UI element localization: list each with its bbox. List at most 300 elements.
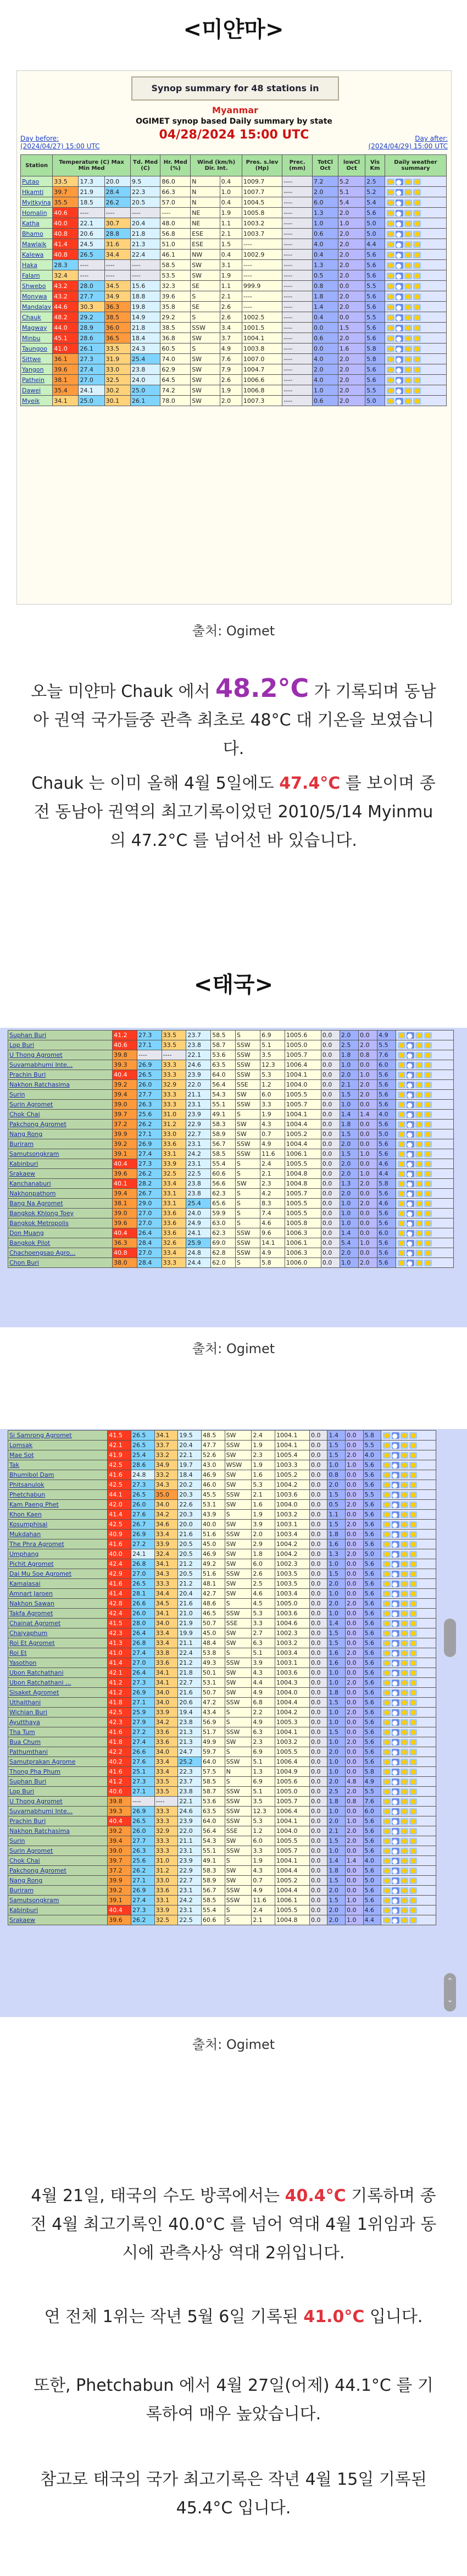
station-link[interactable]: Si Samrong Agromet [8, 1431, 108, 1441]
visibility-cell: 5.5 [363, 1787, 381, 1797]
weather-summary-cell [381, 1846, 436, 1856]
table-row [8, 1807, 436, 1816]
sun-icon [401, 1749, 408, 1755]
temp-med-cell: 33.4 [162, 1179, 186, 1189]
dewpoint-cell: 20.5 [178, 1569, 202, 1579]
sun-icon [401, 1769, 408, 1775]
temp-min-cell: 27.3 [137, 1031, 162, 1040]
temp-med-cell: 32.6 [162, 1238, 186, 1248]
precip-cell: 0.0 [309, 1836, 327, 1846]
station-link[interactable]: U Thong Agromet [8, 1797, 108, 1807]
station-link[interactable]: Samutsongkram [8, 1149, 113, 1159]
humidity-cell: 46.5 [201, 1609, 225, 1619]
scroll-handle-upper[interactable] [444, 1619, 456, 1657]
station-link[interactable]: Takfa Agromet [8, 1609, 108, 1619]
pressure-cell: 1006.3 [285, 1248, 321, 1258]
sun-icon [424, 1190, 432, 1197]
station-link[interactable]: Chainat Agromet [8, 1619, 108, 1628]
weather-summary-cell [396, 1050, 454, 1060]
wind-dir-cell: S [225, 1856, 252, 1866]
station-link[interactable]: Nang Rong [8, 1876, 108, 1886]
station-link[interactable]: Prachin Buri [8, 1816, 108, 1826]
station-link[interactable]: Hkamti [21, 187, 53, 197]
chevron-down-icon[interactable]: ⌄ [447, 1996, 453, 2004]
station-link[interactable]: Tak [8, 1460, 108, 1470]
sun-icon [409, 1788, 417, 1795]
total-cloud-cell: 1.0 [313, 218, 338, 229]
station-link[interactable]: Pakchong Agromet [8, 1120, 113, 1129]
visibility-cell: 6.0 [377, 1228, 396, 1238]
station-link[interactable]: Bangkok Khlong Toey [8, 1209, 113, 1218]
humidity-cell: 56.7 [201, 1886, 225, 1896]
weather-summary-cell [385, 218, 446, 229]
total-cloud-cell: 1.0 [340, 1060, 358, 1070]
station-link[interactable]: Buriram [8, 1139, 113, 1149]
humidity-cell: 53.6 [211, 1050, 236, 1060]
total-cloud-cell: 4.0 [313, 354, 338, 364]
humidity-cell: 58.7 [211, 1040, 236, 1050]
station-link[interactable]: Suphan Buri [8, 1031, 113, 1040]
cloud-sun-icon [396, 283, 403, 290]
sun-icon [398, 1111, 405, 1118]
weather-summary-cell [381, 1589, 436, 1599]
temp-med-cell: 36.0 [104, 323, 130, 333]
visibility-cell: 7.6 [377, 1050, 396, 1060]
cloud-sun-icon [407, 1181, 414, 1187]
temp-min-cell: 26.0 [131, 1826, 154, 1836]
station-link[interactable]: Phitsanulok [8, 1480, 108, 1490]
station-link[interactable]: Suphan Buri [8, 1777, 108, 1787]
visibility-cell: 5.6 [363, 1480, 381, 1490]
wind-int-cell: 2.1 [252, 1915, 275, 1925]
temp-min-cell: 27.3 [79, 354, 104, 364]
station-link[interactable]: Ayutthaya [8, 1718, 108, 1727]
low-cloud-cell: 2.0 [338, 354, 365, 364]
temp-min-cell: 26.3 [137, 1100, 162, 1110]
scroll-handle-lower[interactable] [444, 1973, 456, 2012]
table-row [21, 354, 447, 364]
temp-med-cell: 34.1 [154, 1559, 178, 1569]
station-link[interactable]: Nakhon Sawan [8, 1599, 108, 1609]
station-link[interactable]: Prachin Buri [8, 1070, 113, 1080]
low-cloud-cell: 2.0 [338, 385, 365, 396]
wind-int-cell: 1.9 [252, 1856, 275, 1866]
station-link[interactable]: Chachoengsao Agro... [8, 1248, 113, 1258]
sun-icon [383, 1432, 391, 1439]
station-link[interactable]: Kosumphisai [8, 1520, 108, 1530]
station-link[interactable]: Putao [21, 176, 53, 187]
station-link[interactable]: Kam Paeng Phet [8, 1500, 108, 1510]
temp-max-cell: 45.1 [53, 333, 79, 344]
station-link[interactable]: Sittwe [21, 354, 53, 364]
temp-max-cell: 39.6 [53, 364, 79, 375]
station-link[interactable]: Bangkok Pilot [8, 1238, 113, 1248]
table-row [21, 385, 447, 396]
station-link[interactable]: Wichian Buri [8, 1708, 108, 1718]
temp-min-cell: 27.9 [131, 1718, 154, 1727]
dewpoint-cell: 21.8 [130, 323, 160, 333]
station-link[interactable]: Khon Kaen [8, 1510, 108, 1520]
station-link[interactable]: Bhumibol Dam [8, 1470, 108, 1480]
precip-cell: 0.0 [321, 1149, 340, 1159]
dewpoint-cell: 21.1 [178, 1638, 202, 1648]
station-link[interactable]: Pichit Agromet [8, 1559, 108, 1569]
station-link[interactable]: Ubon Ratchathani ... [8, 1678, 108, 1688]
wind-int-cell: 4.9 [260, 1139, 285, 1149]
humidity-cell: 62.8 [211, 1248, 236, 1258]
temp-min-cell: 25.6 [131, 1856, 154, 1866]
cloud-sun-icon [392, 1610, 399, 1617]
station-link[interactable]: Kabinburi [8, 1905, 108, 1915]
pressure-cell: 1005.0 [285, 1040, 321, 1050]
sun-icon [383, 1719, 391, 1726]
station-link[interactable]: Nakhon Ratchasima [8, 1080, 113, 1090]
station-link[interactable]: Buriram [8, 1886, 108, 1896]
temp-med-cell: 33.1 [162, 1199, 186, 1209]
humidity-cell: 60.6 [201, 1915, 225, 1925]
temp-med-cell: 32.5 [104, 375, 130, 385]
pressure-cell: 1003.5 [275, 1579, 310, 1589]
table-row [21, 312, 447, 323]
visibility-cell: 5.5 [365, 312, 385, 323]
total-cloud-cell: 1.4 [327, 1856, 346, 1866]
station-link[interactable]: Samutsongkram [8, 1896, 108, 1905]
wind-dir-cell: SSW [235, 1228, 260, 1238]
humidity-cell: 38.5 [160, 323, 191, 333]
table-row [8, 1579, 436, 1589]
cloud-sun-icon [392, 1868, 399, 1874]
sun-icon [404, 387, 412, 394]
precip-cell: ---- [282, 323, 313, 333]
station-link[interactable]: Nakhonpathom [8, 1189, 113, 1199]
table-row [8, 1490, 436, 1500]
sun-icon [383, 1492, 391, 1498]
station-link[interactable]: Suvarnabhumi Inte... [8, 1060, 113, 1070]
sun-icon [398, 1250, 405, 1256]
station-link[interactable]: Dai Mu Soe Agromet [8, 1569, 108, 1579]
station-link[interactable]: Don Muang [8, 1228, 113, 1238]
sun-icon [409, 1808, 417, 1815]
humidity-cell: 36.8 [160, 333, 191, 344]
station-link[interactable]: Monywa [21, 291, 53, 302]
total-cloud-cell: 1.0 [340, 1199, 358, 1209]
visibility-cell: 5.6 [365, 208, 385, 218]
station-link[interactable]: Surin Agromet [8, 1100, 113, 1110]
station-link[interactable]: Taungoo [21, 344, 53, 354]
station-link[interactable]: Pathein [21, 375, 53, 385]
station-link[interactable]: Amnart Jaroen [8, 1589, 108, 1599]
temp-min-cell: 26.2 [131, 1915, 154, 1925]
station-link[interactable]: Surin [8, 1090, 113, 1100]
wind-dir-cell: SW [225, 1876, 252, 1886]
station-link[interactable]: Srakaew [8, 1915, 108, 1925]
low-cloud-cell: 2.0 [338, 375, 365, 385]
cloud-sun-icon [392, 1502, 399, 1508]
wind-int-cell: 2.6 [252, 1569, 275, 1579]
visibility-cell: 4.6 [377, 1199, 396, 1209]
temp-med-cell: 34.4 [104, 250, 130, 260]
wind-dir-cell: SSW [225, 1896, 252, 1905]
dewpoint-cell: 24.0 [186, 1209, 211, 1218]
dewpoint-cell: 23.1 [186, 1159, 211, 1169]
wind-int-cell: 14.1 [260, 1238, 285, 1248]
station-link[interactable]: Myeik [21, 396, 53, 406]
sun-icon [413, 304, 421, 311]
station-link[interactable]: Pathumthani [8, 1747, 108, 1757]
precip-cell: ---- [282, 176, 313, 187]
sun-icon [401, 1452, 408, 1459]
station-link[interactable]: Chauk [21, 312, 53, 323]
cloud-sun-icon [396, 314, 403, 321]
station-link[interactable]: Shwebo [21, 281, 53, 291]
wind-dir-cell: SW [191, 364, 220, 375]
station-link[interactable]: Roi Et Agromet [8, 1638, 108, 1648]
station-link[interactable]: Pakchong Agromet [8, 1866, 108, 1876]
sun-icon [383, 1917, 391, 1924]
temp-med-cell: 34.0 [154, 1619, 178, 1628]
wind-int-cell: 2.7 [252, 1628, 275, 1638]
table-row [8, 1441, 436, 1450]
day-before-link[interactable]: Day before: (2024/04/27) 15:00 UTC [20, 135, 100, 150]
temp-med-cell: 33.6 [154, 1737, 178, 1747]
wind-dir-cell: N [225, 1767, 252, 1777]
cloud-sun-icon [396, 273, 403, 279]
cloud-sun-icon [396, 231, 403, 237]
cloud-sun-icon [392, 1571, 399, 1577]
station-link[interactable]: Mawlaik [21, 239, 53, 250]
table-row [8, 1149, 454, 1159]
station-link[interactable]: Lop Buri [8, 1787, 108, 1797]
sun-icon [383, 1561, 391, 1567]
temp-max-cell: 41.0 [53, 344, 79, 354]
thailand-heading: <태국> [193, 972, 274, 998]
wind-int-cell: 0.7 [260, 1129, 285, 1139]
humidity-cell: 58.3 [201, 1866, 225, 1876]
dewpoint-cell: 18.4 [130, 333, 160, 344]
station-link[interactable]: Bangkok Metropolis [8, 1218, 113, 1228]
dewpoint-cell: 23.7 [186, 1031, 211, 1040]
visibility-cell: 5.4 [365, 197, 385, 208]
wind-int-cell: 0.7 [252, 1876, 275, 1886]
cloud-sun-icon [407, 1072, 414, 1078]
temp-min-cell: 25.1 [131, 1767, 154, 1777]
wind-int-cell: 4.3 [252, 1866, 275, 1876]
temp-min-cell: 27.0 [137, 1218, 162, 1228]
total-cloud-cell: 1.5 [327, 1441, 346, 1450]
weather-summary-cell [381, 1510, 436, 1520]
dewpoint-cell: 23.1 [178, 1846, 202, 1856]
wind-dir-cell: WSW [225, 1460, 252, 1470]
wind-dir-cell: NE [191, 208, 220, 218]
precip-cell: 0.0 [309, 1777, 327, 1787]
total-cloud-cell: 1.3 [313, 260, 338, 270]
dewpoint-cell: 20.4 [178, 1589, 202, 1599]
low-cloud-cell: 1.0 [346, 1816, 364, 1826]
station-link[interactable]: Nakhon Ratchasima [8, 1826, 108, 1836]
station-link[interactable]: Suvarnabhumi Inte... [8, 1807, 108, 1816]
station-link[interactable]: Bua Chum [8, 1737, 108, 1747]
sun-icon [398, 1240, 405, 1247]
weather-summary-cell [381, 1569, 436, 1579]
low-cloud-cell: 2.0 [359, 1179, 377, 1189]
temp-med-cell: 33.1 [162, 1149, 186, 1159]
station-link[interactable]: Falam [21, 270, 53, 281]
pressure-cell: 1005.2 [275, 1876, 310, 1886]
table-row [21, 291, 447, 302]
station-link[interactable]: Homalin [21, 208, 53, 218]
pressure-cell: 1005.5 [275, 1836, 310, 1846]
wind-int-cell: 1.9 [252, 1441, 275, 1450]
temp-max-cell: 40.6 [53, 208, 79, 218]
sun-icon [383, 1670, 391, 1676]
station-link[interactable]: Mae Sot [8, 1450, 108, 1460]
temp-max-cell: 40.8 [53, 229, 79, 239]
table-row [8, 1189, 454, 1199]
station-link[interactable]: Kamalasai [8, 1579, 108, 1589]
wind-dir-cell: S [235, 1159, 260, 1169]
wind-int-cell: 3.9 [252, 1658, 275, 1668]
station-link[interactable]: Chon Buri [8, 1258, 113, 1268]
station-link[interactable]: Lomsak [8, 1441, 108, 1450]
pressure-cell: 1003.4 [275, 1589, 310, 1599]
station-link[interactable]: Chaiyaphum [8, 1628, 108, 1638]
station-link[interactable]: Bhamo [21, 229, 53, 239]
station-link[interactable]: Kanchanaburi [8, 1179, 113, 1189]
precip-cell: 0.0 [309, 1658, 327, 1668]
station-link[interactable]: Phetchabun [8, 1490, 108, 1500]
station-link[interactable]: Mandalay [21, 302, 53, 312]
station-link[interactable]: Surin [8, 1836, 108, 1846]
precip-cell: ---- [282, 291, 313, 302]
station-link[interactable]: Tha Tum [8, 1727, 108, 1737]
station-link[interactable]: Dawei [21, 385, 53, 396]
wind-dir-cell: SSW [225, 1727, 252, 1737]
chevron-up-icon[interactable]: ⌃ [447, 1977, 453, 1986]
wind-dir-cell: SSW [235, 1238, 260, 1248]
total-cloud-cell: 4.0 [313, 239, 338, 250]
sun-icon [383, 1600, 391, 1607]
station-link[interactable]: Ubon Ratchathani [8, 1668, 108, 1678]
humidity-cell: 66.3 [160, 187, 191, 197]
temp-max-cell: 39.0 [108, 1846, 131, 1856]
humidity-cell: 56.9 [201, 1718, 225, 1727]
temp-max-cell: 38.0 [113, 1258, 137, 1268]
sun-icon [413, 179, 421, 185]
low-cloud-cell: 1.0 [359, 1238, 377, 1248]
station-link[interactable]: Katha [21, 218, 53, 229]
pressure-cell: 1005.8 [242, 208, 282, 218]
visibility-cell: 5.6 [365, 250, 385, 260]
station-link[interactable]: Kalewa [21, 250, 53, 260]
station-link[interactable]: Roi Et [8, 1648, 108, 1658]
station-link[interactable]: Samutprakan Agrome [8, 1757, 108, 1767]
dewpoint-cell: 24.9 [186, 1218, 211, 1228]
sun-icon [409, 1521, 417, 1528]
station-link[interactable]: Thong Pha Phum [8, 1767, 108, 1777]
wind-int-cell: 3.7 [220, 333, 242, 344]
cloud-sun-icon [392, 1521, 399, 1528]
station-link[interactable]: Yangon [21, 364, 53, 375]
temp-min-cell: 25.4 [131, 1450, 154, 1460]
low-cloud-cell: 0.0 [346, 1846, 364, 1856]
station-link[interactable]: Haka [21, 260, 53, 270]
station-link[interactable]: The Phra Agromet [8, 1539, 108, 1549]
station-link[interactable]: Chok Chai [8, 1856, 108, 1866]
low-cloud-cell: 0.0 [346, 1688, 364, 1698]
weather-summary-cell [381, 1767, 436, 1777]
visibility-cell: 5.6 [377, 1189, 396, 1199]
precip-cell: 0.0 [321, 1228, 340, 1238]
cloud-sun-icon [407, 1200, 414, 1207]
dewpoint-cell: 26.1 [130, 396, 160, 406]
sun-icon [404, 200, 412, 206]
total-cloud-cell: 1.0 [327, 1757, 346, 1767]
total-cloud-cell: 1.0 [327, 1559, 346, 1569]
cloud-sun-icon [407, 1052, 414, 1059]
temp-med-cell: 33.3 [154, 1807, 178, 1816]
weather-summary-cell [385, 176, 446, 187]
station-link[interactable]: Minbu [21, 333, 53, 344]
sun-icon [404, 231, 412, 237]
station-link[interactable]: Bang Na Agromet [8, 1199, 113, 1209]
sun-icon [415, 1250, 423, 1256]
station-link[interactable]: Sisaket Agromet [8, 1688, 108, 1698]
station-link[interactable]: Srakaew [8, 1169, 113, 1179]
visibility-cell: 5.8 [363, 1767, 381, 1777]
station-link[interactable]: Nang Rong [8, 1129, 113, 1139]
station-link[interactable]: Kabinburi [8, 1159, 113, 1169]
low-cloud-cell: 0.0 [346, 1747, 364, 1757]
station-link[interactable]: Surin Agromet [8, 1846, 108, 1856]
precip-cell: 0.0 [309, 1441, 327, 1450]
low-cloud-cell: 0.0 [346, 1727, 364, 1737]
station-link[interactable]: Chok Chai [8, 1110, 113, 1120]
total-cloud-cell: 2.0 [340, 1031, 358, 1040]
station-link[interactable]: Yasothon [8, 1658, 108, 1668]
wind-dir-cell: SW [191, 396, 220, 406]
low-cloud-cell: 5.2 [338, 176, 365, 187]
station-link[interactable]: Mukdahan [8, 1530, 108, 1539]
pressure-cell: 1007.0 [242, 354, 282, 364]
sun-icon [398, 1230, 405, 1237]
sun-icon [415, 1190, 423, 1197]
station-link[interactable]: Umphang [8, 1549, 108, 1559]
low-cloud-cell: 2.0 [359, 1040, 377, 1050]
temp-min-cell: 26.2 [137, 1120, 162, 1129]
weather-summary-cell [396, 1248, 454, 1258]
wind-dir-cell: SSW [235, 1149, 260, 1159]
visibility-cell: 5.6 [363, 1658, 381, 1668]
station-link[interactable]: Uthaithani [8, 1698, 108, 1708]
station-link[interactable]: Myitkyina [21, 197, 53, 208]
visibility-cell: 5.6 [363, 1826, 381, 1836]
low-cloud-cell: 0.0 [346, 1470, 364, 1480]
station-link[interactable]: U Thong Agromet [8, 1050, 113, 1060]
day-after-link[interactable]: Day after: (2024/04/29) 15:00 UTC [368, 135, 448, 150]
sun-icon [387, 377, 394, 384]
weather-summary-cell [381, 1500, 436, 1510]
table-row [8, 1599, 436, 1609]
wind-int-cell: 1.2 [260, 1080, 285, 1090]
precip-cell: 0.0 [309, 1539, 327, 1549]
sun-icon [401, 1729, 408, 1736]
station-link[interactable]: Magway [21, 323, 53, 333]
temp-max-cell: 34.1 [53, 396, 79, 406]
visibility-cell: 5.0 [363, 1549, 381, 1559]
wind-dir-cell: SSW [225, 1530, 252, 1539]
sun-icon [401, 1521, 408, 1528]
station-link[interactable]: Lop Buri [8, 1040, 113, 1050]
